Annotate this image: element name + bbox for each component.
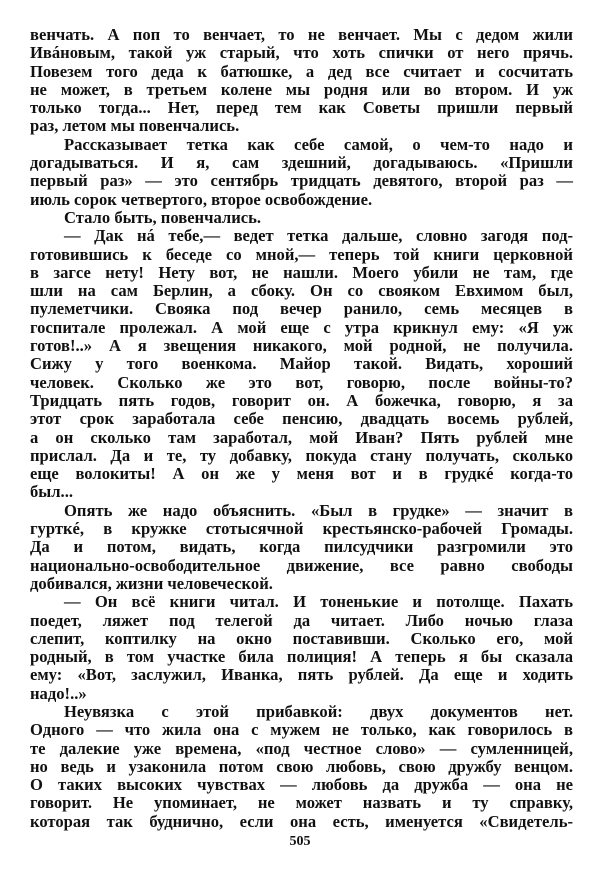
paragraph	[30, 703, 573, 831]
paragraph	[30, 502, 573, 593]
text-line: а он сколько там заработал, мой Иван? Пять рублей мне	[30, 427, 573, 447]
text-line: Опять же надо объяснить. «Был в грудке» — значит в	[64, 500, 573, 520]
text-line: в загсе нету! Нету вот, не нашли. Моего убили не там, где	[30, 262, 573, 282]
text-line: догадываться. И я, сам здешний, догадываюсь. «Пришли	[30, 153, 573, 173]
text-line: Сижу у того военкома. Майор такой. Видать, хороший	[30, 354, 573, 374]
text-line: ему: «Вот, заслужил, Иванка, пять рублей. Да еще и ходить	[30, 665, 573, 685]
text-line: родный, в том участке била полиция! А теперь я бы сказала	[30, 647, 573, 667]
paragraph	[30, 593, 573, 703]
text-line: только тогда... Нет, перед тем как Советы пришли первый	[30, 98, 573, 118]
text-line: раз, летом мы повенчались.	[30, 116, 240, 136]
text-line: Стало быть, повенчались.	[64, 207, 262, 227]
paragraph	[30, 227, 573, 501]
text-line: прислал. Да и те, ту добавку, покуда стану получать, сколько	[30, 445, 573, 465]
text-line: не может, в третьем колене мы родня или во втором. И уж	[30, 79, 573, 99]
text-line: Ивáновым, такой уж старый, что хоть спички от него прячь.	[30, 43, 573, 63]
text-line: готовившись к беседе со мной,— теперь той книги церковной	[30, 244, 573, 264]
text-line: Повезем того деда к батюшке, а дед все считает и сосчитать	[30, 61, 573, 81]
paragraph	[30, 26, 573, 136]
text-line: надо!..»	[30, 683, 87, 703]
text-line: гурткé, в кружке стотысячной крестьянско-рабочей Громады.	[30, 519, 573, 539]
text-line: Одного — что жила она с мужем не только, как говорилось в	[30, 720, 573, 740]
text-line: человек. Сколько же это вот, говорю, после войны-то?	[30, 372, 573, 392]
text-line: говорит. Не упоминает, не может назвать и ту справку,	[30, 793, 573, 813]
paragraph	[30, 209, 573, 227]
text-line: — Он всё книги читал. И тоненькие и потолще. Пахать	[64, 592, 573, 612]
text-line: слепит, коптилку на окно поставивши. Сколько его, мой	[30, 628, 573, 648]
text-line: — Дак нá тебе,— ведет тетка дальше, словно загодя под-	[64, 226, 573, 246]
text-line: но ведь и узаконила потом свою любовь, свою дружбу венцом.	[30, 756, 573, 776]
text-line: июль сорок четвертого, второе освобождение.	[30, 189, 373, 209]
text-line: первый раз» — это сентябрь тридцать девятого, второй раз —	[30, 171, 573, 191]
text-line: поедет, ляжет под телегой да читает. Либо ночью глаза	[30, 610, 573, 630]
paragraph	[30, 136, 573, 209]
text-line: национально-освободительное движение, все равно свободы	[30, 555, 573, 575]
text-line: Рассказывает тетка как себе самой, о чем-то надо и	[64, 134, 573, 154]
text-line: готов!..» А я звещения никакого, мой родной, не получила.	[30, 336, 573, 356]
text-line: Тридцать пять годов, говорит он. А божечка, говорю, я за	[30, 390, 573, 410]
text-line: был...	[30, 482, 74, 502]
text-line: Неувязка с этой прибавкой: двух документов нет.	[64, 701, 573, 721]
text-line: Да и потом, видать, когда пилсудчики разгромили это	[30, 537, 573, 557]
text-line: пулеметчики. Свояка под вечер ранило, семь месяцев в	[30, 299, 573, 319]
text-line: шли на сам Берлин, а сбоку. Он со свояком Евхимом был,	[30, 281, 573, 301]
page-body	[30, 26, 573, 831]
text-line: те далекие уже времена, «под честное слово» — сумленницей,	[30, 738, 573, 758]
text-line: добивался, жизни человеческой.	[30, 573, 273, 593]
text-line: которая так буднично, если она есть, именуется «Свидетель-	[30, 811, 573, 831]
text-line: еще волокиты! А он же у меня вот и в грудкé когда-то	[30, 464, 573, 484]
text-line: венчать. А поп то венчает, то не венчает. Мы с дедом жили	[30, 25, 573, 44]
text-line: этот срок заработала себе пенсию, двадцать восемь рублей,	[30, 409, 573, 429]
text-line: О таких высоких чувствах — любовь да дружба — она не	[30, 775, 573, 795]
page-number: 505	[289, 834, 311, 849]
text-line: госпитале пролежал. А мой еще с утра крикнул ему: «Я уж	[30, 317, 573, 337]
